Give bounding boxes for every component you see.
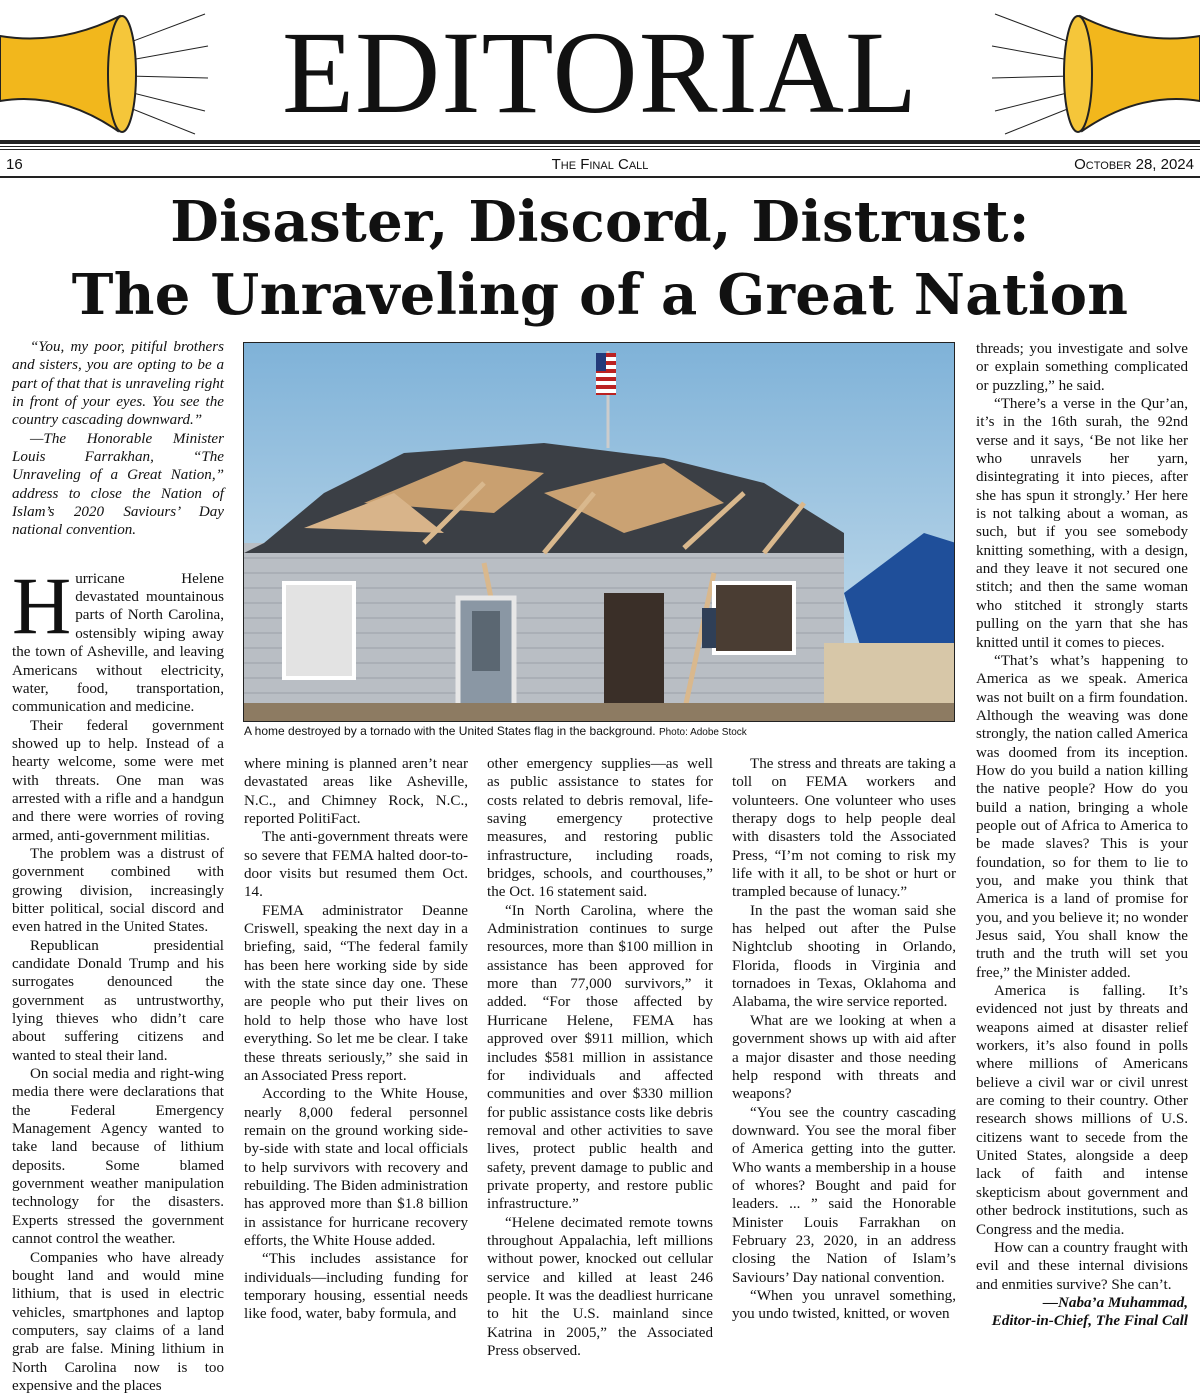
column-5 — [976, 340, 1188, 1331]
masthead — [0, 0, 1200, 150]
caption-text: A home destroyed by a tornado with the United States flag in the background. — [244, 724, 656, 738]
signature-name: —Naba’a Muhammad, — [976, 1294, 1188, 1312]
photo-illustration — [244, 343, 955, 722]
paragraph: “Helene decimated remote towns throughout Appalachia, left millions without power, knocked out cellular service and killed at least 246 people. It was the deadliest hurricane to hit the U.S. mainland since Katrina in 2005,” the Associated Press observed. — [487, 1214, 713, 1361]
paragraph: other emergency supplies—as well as public assistance to states for costs related to debris removal, life-saving emergency protective measures, and restoring public infrastructure, including roads, bridges, schools, and courthouses,” the Oct. 16 statement said. — [487, 755, 713, 902]
paragraph: where mining is planned aren’t near devastated areas like Asheville, N.C., and Chimney Rock, N.C., reported PolitiFact. — [244, 755, 468, 828]
paragraph: According to the White House, nearly 8,000 federal personnel remain on the ground working side-by-side with state and local officials to help survivors with recovery and rebuilding. The Biden administration has approved more than $1.8 billion in assistance for hurricane recovery efforts, the White House added. — [244, 1085, 468, 1250]
drop-cap: H — [12, 574, 71, 638]
folio-line — [0, 154, 1200, 176]
lead-paragraph: Hurricane Helene devastated mountainous parts of North Carolina, ostensibly wiping away the town of Asheville, and leaving Americans without electricity, water, food, transportation, communication and medicine. — [12, 570, 224, 717]
paragraph: The anti-government threats were so severe that FEMA halted door-to-door visits but resumed them Oct. 14. — [244, 828, 468, 901]
paragraph: What are we looking at when a government shows up with aid after a major disaster and those needing help respond with threats and weapons? — [732, 1012, 956, 1104]
signature-title: Editor-in-Chief, The Final Call — [976, 1312, 1188, 1330]
paragraph: “When you unravel something, you undo twisted, knitted, or woven — [732, 1287, 956, 1324]
publication-name: The Final Call — [0, 156, 1200, 173]
paragraph: threads; you investigate and solve or explain something complicated or puzzling,” he said. — [976, 340, 1188, 395]
headline — [0, 186, 1200, 332]
paragraph: “This includes assistance for individuals—including funding for temporary housing, essential needs like food, water, baby formula, and — [244, 1250, 468, 1323]
trumpet-right-icon — [990, 6, 1200, 141]
tornado-house-photo — [243, 342, 955, 722]
paragraph: The stress and threats are taking a toll on FEMA workers and volunteers. One volunteer who uses therapy dogs to help people deal with disasters told the Associated Press, “I’m not coming to risk my life with it all, to be shot or hurt or trampled because of lunacy.” — [732, 755, 956, 902]
headline-line-1: Disaster, Discord, Distrust: — [0, 186, 1200, 259]
page-number: 16 — [6, 156, 23, 173]
paragraph: “You see the country cascading downward. You see the moral fiber of America getting into the gutter. Who wants a membership in a house of whores? Bought and paid for leaders. ... ” said the Honorable Minister Louis Farrakhan on February 23, 2020, in an address closing the Nation of Islam’s Saviours’ Day national convention. — [732, 1104, 956, 1287]
paragraph: “That’s what’s happening to America as we speak. America was not built on a firm foundation. Although the weaving was done strongly, the nation called America was doomed from its inception. How do you build a nation killing the native people? How do you build a nation, bringing a whole people out of Africa to America to be made slaves? This is your foundation, so for them to lie to you, and make you think that America is a land of promise for you, and you believe it; no wonder Jesus said, You shall know the truth and the truth will set you free,” the Minister added. — [976, 652, 1188, 982]
photo-caption — [244, 724, 956, 738]
paragraph: “There’s a verse in the Qur’an, it’s in the 16th surah, the 92nd verse and it says, ‘Be not like her who unravels her yarn, disintegrating it into pieces, after she has spun it strongly.’ Her here is not talking about a woman, as such, but if you see somebody knitting something, with a design, and they leave it not secured one stitch; and then the same woman who stitched it strongly starts pulling on the yarn that she has knitted until it comes to pieces. — [976, 395, 1188, 652]
paragraph: Their federal government showed up to help. Instead of a hearty welcome, some were met with threats. One man was arrested with a rifle and a handgun and there were worries of roving armed, anti-government militias. — [12, 717, 224, 845]
masthead-rule-top — [0, 140, 1200, 144]
paragraph: America is falling. It’s evidenced not just by threats and weapons aimed at disaster relief workers, it’s also found in polls where millions of Americans believe a civil war or civil unrest are coming to their country. Other research shows millions of U.S. citizens want to secede from the United States, alongside a deep lack of faith and intense skepticism about government and other bedrock institutions, such as Congress and the media. — [976, 982, 1188, 1239]
paragraph: “In North Carolina, where the Administration continues to surge resources, more than $100 million in assistance has been approved for more than 77,000 survivors,” it added. “For those affected by Hurricane Helene, FEMA has approved over $911 million, which includes $581 million in assistance for individuals and affected communities and over $330 million for public assistance costs like debris removal and other activities to save lives, protect public health and safety, prevent damage to public and private property, and restore public infrastructure.” — [487, 902, 713, 1214]
epigraph-attribution: —The Honorable Minister Louis Farrakhan, “The Unraveling of a Great Nation,” address to close the Nation of Islam’s 2020 Saviours’ Day national convention. — [12, 430, 224, 540]
column-2 — [244, 755, 468, 1324]
column-1 — [12, 338, 224, 1395]
column-4 — [732, 755, 956, 1324]
masthead-rule-thin2 — [0, 149, 1200, 150]
issue-date: October 28, 2024 — [1074, 156, 1194, 173]
masthead-rule-thin — [0, 146, 1200, 147]
folio-rule — [0, 176, 1200, 178]
epigraph-quote: “You, my poor, pitiful brothers and sisters, you are opting to be a part of that that is unraveling right in front of your eyes. You see the country cascading downward.” — [12, 338, 224, 430]
paragraph: Republican presidential candidate Donald Trump and his surrogates denounced the government as untrustworthy, lying thieves who didn’t care about suffering citizens and wanted to steal their land. — [12, 937, 224, 1065]
paragraph: In the past the woman said she has helped out after the Pulse Nightclub shooting in Orlando, Florida, floods in Virginia and tornadoes in Texas, Oklahoma and Alabama, the wire service reported. — [732, 902, 956, 1012]
masthead-title: EDITORIAL — [0, 8, 1200, 138]
paragraph: Companies who have already bought land and would mine lithium, that is used in electric vehicles, smartphones and laptop computers, say claims of a land grab are false. Mining lithium in North Carolina now is too expensive and the places — [12, 1249, 224, 1395]
paragraph: On social media and right-wing media there were declarations that the Federal Emergency Management Agency wanted to take land because of lithium deposits. Some blamed government weather manipulation technology for the disasters. Experts stressed the government cannot control the weather. — [12, 1065, 224, 1248]
column-3 — [487, 755, 713, 1360]
paragraph: The problem was a distrust of government combined with growing division, increasingly bitter political, social discord and even hatred in the United States. — [12, 845, 224, 937]
paragraph: How can a country fraught with evil and these internal divisions and enmities survive? She can’t. — [976, 1239, 1188, 1294]
paragraph: FEMA administrator Deanne Criswell, speaking the next day in a briefing, said, “The federal family has been here working side by side with the state since day one. These are people who put their lives on hold to help those who have lost everything. So let me be clear. I take these threats seriously,” she said in an Associated Press report. — [244, 902, 468, 1085]
headline-line-2: The Unraveling of a Great Nation — [0, 259, 1200, 332]
photo-credit: Photo: Adobe Stock — [659, 727, 747, 738]
